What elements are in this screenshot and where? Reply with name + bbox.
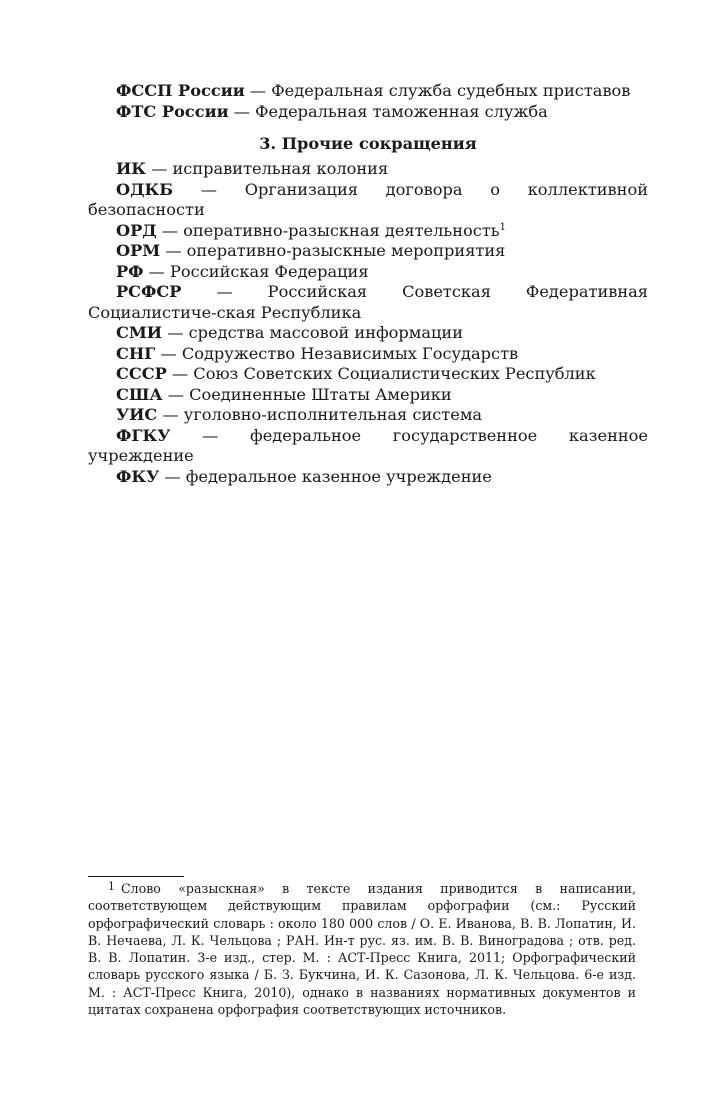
footnote bbox=[88, 880, 636, 1018]
abbreviation-meaning: — федеральное казенное учреждение bbox=[159, 466, 492, 486]
abbreviation-entry bbox=[88, 159, 648, 180]
abbreviation: УИС bbox=[116, 405, 158, 424]
abbreviation-meaning: — Союз Советских Социалистических Республик bbox=[166, 364, 596, 383]
abbreviation-entry bbox=[88, 282, 648, 323]
abbreviation: США bbox=[116, 384, 163, 404]
abbreviation-entry bbox=[88, 262, 648, 283]
abbreviation: РФ bbox=[116, 261, 144, 281]
abbreviation-meaning: — Федеральная служба судебных приставов bbox=[244, 81, 631, 100]
abbreviation: ИК bbox=[116, 159, 147, 178]
abbreviation-entry bbox=[88, 323, 648, 344]
abbreviation-entry bbox=[88, 81, 648, 102]
abbreviation: ОДКБ bbox=[116, 179, 174, 199]
abbreviation-entry bbox=[88, 241, 648, 262]
abbreviation-entry bbox=[88, 426, 648, 467]
footnote-separator bbox=[88, 876, 184, 877]
abbreviation-entry bbox=[88, 102, 648, 123]
abbreviation-entry bbox=[88, 364, 648, 385]
abbreviation: ФКУ bbox=[116, 466, 160, 486]
abbreviation-meaning: — Соединенные Штаты Америки bbox=[162, 384, 452, 404]
abbreviation-entry bbox=[88, 467, 648, 488]
footnote-text: Слово «разыскная» в тексте издания приводится в написании, соответствующем действующим правилам орфографии (см.: Русский орфографический словарь : около 180 000 слов / О. Е. Иванова, В. В. Лопатин, И. В. Нечаева, Л. К. Чельцова ; РАН. Ин-т рус. яз. им. В. В. Виноградова ; отв. ред. В. В. Лопатин. 3-е изд., стер. М. : АСТ-Пресс Книга, 2011; Орфографический словарь русского языка / Б. З. Букчина, И. К. Сазонова, Л. К. Чельцова. 6-е изд. М. : АСТ-Пресс Книга, 2010), однако в названиях нормативных документов и цитатах сохранена орфография соответствующих источников. bbox=[88, 881, 636, 1018]
abbreviation-entry bbox=[88, 180, 648, 221]
footnote-reference[interactable]: 1 bbox=[499, 221, 506, 233]
abbreviation: ОРД bbox=[116, 220, 157, 240]
abbreviation-entry bbox=[88, 344, 648, 365]
abbreviation-meaning: — Российская Советская Федеративная Социалистиче-ская Республика bbox=[88, 282, 648, 322]
abbreviation: РСФСР bbox=[116, 282, 182, 301]
abbreviation-entry bbox=[88, 405, 648, 426]
footnote-mark: 1 bbox=[108, 880, 115, 893]
abbreviation-entry bbox=[88, 221, 648, 242]
abbreviation-entry bbox=[88, 385, 648, 406]
abbreviation: СМИ bbox=[116, 323, 163, 342]
abbreviation-meaning: — Федеральная таможенная служба bbox=[228, 101, 548, 121]
abbreviation: ФССП России bbox=[116, 81, 245, 100]
abbreviation-meaning: — исправительная колония bbox=[146, 159, 389, 178]
section-heading: 3. Прочие сокращения bbox=[259, 134, 477, 153]
abbreviation-meaning: — средства массовой информации bbox=[162, 323, 463, 342]
abbreviation: ФТС России bbox=[116, 101, 229, 121]
abbreviation-meaning: — Организация договора о коллективной безопасности bbox=[88, 179, 648, 219]
abbreviation-list bbox=[88, 159, 648, 487]
abbreviation: СНГ bbox=[116, 343, 156, 363]
abbreviation-meaning: — Российская Федерация bbox=[143, 261, 369, 281]
abbreviation: ФГКУ bbox=[116, 425, 171, 445]
abbreviation-meaning: — оперативно-разыскная деятельность bbox=[156, 220, 500, 240]
abbreviation-meaning: — Содружество Независимых Государств bbox=[155, 343, 519, 363]
abbreviation-meaning: — оперативно-разыскные мероприятия bbox=[160, 241, 506, 260]
footnote-paragraph bbox=[88, 880, 636, 1018]
abbreviation-meaning: — уголовно-исполнительная система bbox=[157, 405, 483, 424]
abbreviation: СССР bbox=[116, 364, 167, 383]
abbreviation-meaning: — федеральное государственное казенное учреждение bbox=[88, 425, 648, 465]
abbreviation: ОРМ bbox=[116, 241, 161, 260]
top-entries bbox=[88, 81, 648, 122]
